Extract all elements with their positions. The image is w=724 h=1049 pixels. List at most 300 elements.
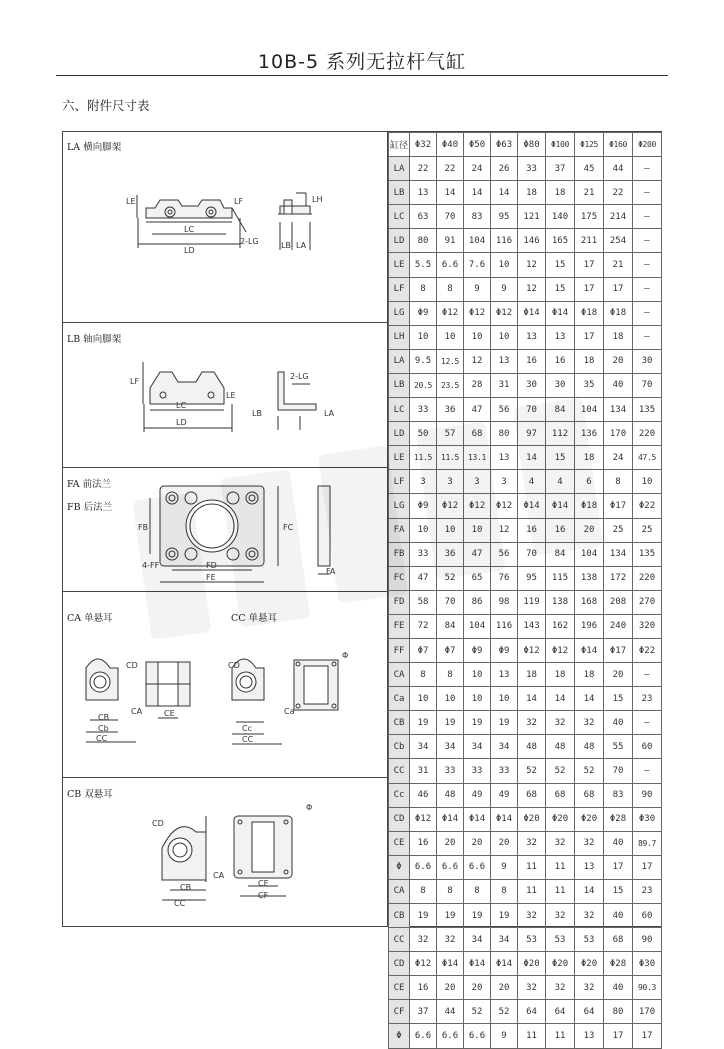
table-cell: 13 [491, 349, 518, 373]
row-code-cell: Cb [389, 735, 410, 759]
table-cell: 10 [633, 470, 662, 494]
table-cell: 19 [437, 711, 464, 735]
row-code-cell: LC [389, 205, 410, 229]
table-cell: — [633, 157, 662, 181]
dim-label: LF [130, 377, 140, 386]
dim-label: CC [96, 734, 108, 743]
table-cell: 18 [518, 181, 546, 205]
fa-drawings [150, 486, 330, 582]
table-cell: 20 [464, 831, 491, 855]
dim-label: CD [228, 661, 240, 670]
row-code-cell: Φ [389, 1024, 410, 1048]
table-cell: 90 [633, 928, 662, 952]
row-code-cell: CD [389, 952, 410, 976]
table-cell: Φ30 [633, 952, 662, 976]
table-cell: 60 [633, 735, 662, 759]
table-cell: 13.1 [464, 446, 491, 470]
table-cell: 15 [604, 879, 633, 903]
table-row [389, 566, 662, 590]
row-code-cell: Cc [389, 783, 410, 807]
header-bore-label: 缸径 [389, 133, 410, 157]
dim-label: LE [226, 391, 236, 400]
table-cell: Φ14 [518, 494, 546, 518]
table-row [389, 976, 662, 1000]
table-cell: 84 [546, 542, 575, 566]
table-row [389, 638, 662, 662]
table-cell: 34 [491, 928, 518, 952]
row-code-cell: Φ [389, 855, 410, 879]
table-cell: 3 [410, 470, 437, 494]
table-cell: 9.5 [410, 349, 437, 373]
table-cell: 84 [437, 614, 464, 638]
ca-drawings [86, 659, 338, 744]
table-cell: 121 [518, 205, 546, 229]
table-cell: Φ22 [633, 638, 662, 662]
table-cell: 36 [437, 398, 464, 422]
table-cell: 34 [437, 735, 464, 759]
panel-fa-label: FA 前法兰 [67, 479, 112, 490]
table-cell: 15 [604, 687, 633, 711]
table-cell: Φ18 [575, 494, 604, 518]
table-cell: 21 [575, 181, 604, 205]
table-cell: 14 [575, 687, 604, 711]
table-cell: 19 [437, 904, 464, 928]
row-code-cell: CB [389, 711, 410, 735]
table-cell: 84 [546, 398, 575, 422]
table-cell: 44 [604, 157, 633, 181]
table-cell: Φ9 [491, 638, 518, 662]
row-code-cell: LE [389, 446, 410, 470]
table-cell: 18 [575, 663, 604, 687]
table-cell: 56 [491, 398, 518, 422]
table-cell: 86 [464, 590, 491, 614]
table-cell: 31 [491, 373, 518, 397]
dim-label: 2-LG [290, 372, 309, 381]
table-row [389, 301, 662, 325]
table-cell: 56 [491, 542, 518, 566]
table-cell: 30 [518, 373, 546, 397]
dim-label: Φ [342, 651, 349, 660]
table-cell: 18 [546, 663, 575, 687]
table-cell: 135 [633, 398, 662, 422]
table-cell: Φ20 [546, 807, 575, 831]
table-cell: Φ12 [546, 638, 575, 662]
table-cell: 134 [604, 398, 633, 422]
table-cell: 10 [491, 253, 518, 277]
table-cell: 11 [546, 855, 575, 879]
table-cell: 18 [546, 181, 575, 205]
row-code-cell: FC [389, 566, 410, 590]
table-row [389, 253, 662, 277]
table-cell: 254 [604, 229, 633, 253]
table-cell: 32 [575, 831, 604, 855]
table-cell: 33 [437, 759, 464, 783]
header-bore-size: Φ125 [575, 133, 604, 157]
table-cell: 104 [575, 398, 604, 422]
table-cell: 320 [633, 614, 662, 638]
table-cell: 17 [604, 277, 633, 301]
table-cell: 30 [633, 349, 662, 373]
dim-label: CC [174, 899, 186, 908]
panel-cc-label: CC 单悬耳 [231, 613, 278, 624]
row-code-cell: CF [389, 1000, 410, 1024]
table-row [389, 398, 662, 422]
table-cell: 17 [633, 855, 662, 879]
table-cell: 33 [410, 542, 437, 566]
table-cell: 8 [410, 879, 437, 903]
table-cell: 10 [410, 687, 437, 711]
table-cell: 19 [410, 711, 437, 735]
table-cell: 21 [604, 253, 633, 277]
table-cell: 13 [410, 181, 437, 205]
page-title: 10B-5 系列无拉杆气缸 [257, 51, 467, 73]
table-cell: 23 [633, 687, 662, 711]
table-cell: 18 [575, 349, 604, 373]
table-cell: 33 [410, 398, 437, 422]
dim-label: FB [138, 523, 149, 532]
table-cell: 32 [546, 831, 575, 855]
table-cell: Φ30 [633, 807, 662, 831]
table-cell: 12 [491, 518, 518, 542]
table-cell: 80 [410, 229, 437, 253]
dim-label: CF [258, 891, 269, 900]
table-cell: 49 [491, 783, 518, 807]
table-cell: 14 [437, 181, 464, 205]
table-row [389, 494, 662, 518]
row-code-cell: Ca [389, 687, 410, 711]
table-cell: Φ12 [464, 494, 491, 518]
table-cell: 32 [575, 711, 604, 735]
row-code-cell: LH [389, 325, 410, 349]
table-cell: Φ14 [491, 952, 518, 976]
table-cell: 47 [464, 398, 491, 422]
table-cell: 172 [604, 566, 633, 590]
panel-lb-label: LB 轴向脚架 [67, 334, 122, 345]
table-cell: 32 [518, 904, 546, 928]
row-code-cell: LG [389, 301, 410, 325]
table-cell: 17 [633, 1024, 662, 1048]
table-cell: Φ9 [410, 301, 437, 325]
table-cell: 33 [518, 157, 546, 181]
table-cell: Φ12 [491, 301, 518, 325]
table-cell: Φ14 [437, 807, 464, 831]
row-code-cell: CE [389, 976, 410, 1000]
table-row [389, 157, 662, 181]
table-row [389, 687, 662, 711]
table-cell: 146 [518, 229, 546, 253]
table-cell: Φ20 [546, 952, 575, 976]
dim-label: LD [184, 246, 195, 255]
table-cell: 14 [518, 446, 546, 470]
table-cell: 23 [633, 879, 662, 903]
table-cell: 17 [575, 253, 604, 277]
table-cell: 19 [491, 711, 518, 735]
table-cell: 6.6 [437, 253, 464, 277]
table-cell: 83 [604, 783, 633, 807]
row-code-cell: FF [389, 638, 410, 662]
header-bore-size: Φ63 [491, 133, 518, 157]
table-row [389, 711, 662, 735]
table-cell: — [633, 663, 662, 687]
table-row [389, 229, 662, 253]
table-cell: 10 [437, 518, 464, 542]
table-cell: 8 [491, 879, 518, 903]
table-cell: 10 [464, 325, 491, 349]
row-code-cell: CE [389, 831, 410, 855]
dim-label: CE [258, 879, 269, 888]
table-cell: Φ28 [604, 807, 633, 831]
table-cell: 40 [604, 711, 633, 735]
table-cell: 12 [464, 349, 491, 373]
table-cell: 3 [437, 470, 464, 494]
table-cell: 3 [491, 470, 518, 494]
table-cell: 208 [604, 590, 633, 614]
table-cell: 11 [518, 855, 546, 879]
table-header-row [389, 133, 662, 157]
table-cell: 97 [518, 422, 546, 446]
dim-label: LD [176, 418, 187, 427]
table-cell: 214 [604, 205, 633, 229]
row-code-cell: FD [389, 590, 410, 614]
table-cell: 68 [518, 783, 546, 807]
table-cell: 50 [410, 422, 437, 446]
table-cell: Φ12 [410, 952, 437, 976]
table-cell: 58 [410, 590, 437, 614]
table-cell: 33 [491, 759, 518, 783]
dim-label: LC [184, 225, 195, 234]
dim-label: LE [126, 197, 136, 206]
table-cell: 20 [491, 831, 518, 855]
row-code-cell: LE [389, 253, 410, 277]
dim-label: CA [131, 707, 143, 716]
table-row [389, 855, 662, 879]
table-cell: — [633, 181, 662, 205]
table-cell: Φ12 [491, 494, 518, 518]
table-cell: 16 [410, 976, 437, 1000]
table-cell: — [633, 253, 662, 277]
row-code-cell: FA [389, 518, 410, 542]
table-cell: 10 [437, 325, 464, 349]
table-cell: 138 [575, 566, 604, 590]
table-cell: 95 [518, 566, 546, 590]
table-cell: 14 [464, 181, 491, 205]
table-cell: 13 [491, 446, 518, 470]
table-cell: 16 [546, 518, 575, 542]
table-cell: 53 [546, 928, 575, 952]
table-cell: 70 [633, 373, 662, 397]
table-cell: Φ14 [464, 807, 491, 831]
table-cell: 68 [575, 783, 604, 807]
table-cell: 20 [464, 976, 491, 1000]
dim-label: LF [234, 197, 244, 206]
table-cell: Φ14 [575, 638, 604, 662]
table-cell: 40 [604, 976, 633, 1000]
table-cell: 31 [410, 759, 437, 783]
table-cell: 83 [464, 205, 491, 229]
table-cell: 8 [410, 277, 437, 301]
table-cell: 70 [604, 759, 633, 783]
table-row [389, 1024, 662, 1048]
table-cell: 6 [575, 470, 604, 494]
table-cell: 24 [604, 446, 633, 470]
table-cell: 34 [464, 928, 491, 952]
table-row [389, 735, 662, 759]
table-cell: 32 [518, 831, 546, 855]
table-cell: 16 [518, 349, 546, 373]
table-row [389, 831, 662, 855]
table-cell: — [633, 325, 662, 349]
header-bore-size: Φ80 [518, 133, 546, 157]
header-bore-size: Φ32 [410, 133, 437, 157]
table-cell: 34 [410, 735, 437, 759]
row-code-cell: CA [389, 663, 410, 687]
table-cell: 36 [437, 542, 464, 566]
table-cell: 68 [546, 783, 575, 807]
table-cell: 17 [604, 855, 633, 879]
dim-label: Φ [306, 803, 313, 812]
table-cell: 91 [437, 229, 464, 253]
dim-label: CB [98, 713, 110, 722]
table-cell: 35 [575, 373, 604, 397]
table-cell: 14 [518, 687, 546, 711]
table-cell: 64 [518, 1000, 546, 1024]
table-cell: 34 [491, 735, 518, 759]
table-cell: Φ17 [604, 494, 633, 518]
table-cell: 10 [464, 518, 491, 542]
table-row [389, 325, 662, 349]
row-code-cell: LF [389, 277, 410, 301]
table-cell: 24 [464, 157, 491, 181]
table-cell: 9 [464, 277, 491, 301]
table-cell: 16 [518, 518, 546, 542]
table-cell: 19 [464, 711, 491, 735]
table-cell: 11 [518, 879, 546, 903]
table-cell: 165 [546, 229, 575, 253]
table-cell: 68 [464, 422, 491, 446]
dim-label: LB [252, 409, 262, 418]
table-cell: 55 [604, 735, 633, 759]
panel-fb-label: FB 后法兰 [67, 502, 113, 513]
table-cell: 7.6 [464, 253, 491, 277]
row-code-cell: FB [389, 542, 410, 566]
table-cell: 32 [575, 904, 604, 928]
table-cell: 14 [546, 687, 575, 711]
table-cell: 13 [491, 663, 518, 687]
table-cell: 112 [546, 422, 575, 446]
table-cell: 211 [575, 229, 604, 253]
table-cell: 47.5 [633, 446, 662, 470]
table-cell: 17 [575, 325, 604, 349]
table-cell: Φ12 [464, 301, 491, 325]
table-cell: 119 [518, 590, 546, 614]
table-cell: 76 [491, 566, 518, 590]
table-cell: 143 [518, 614, 546, 638]
table-cell: 6.6 [410, 855, 437, 879]
table-cell: Φ9 [464, 638, 491, 662]
dim-label: CD [152, 819, 164, 828]
table-row [389, 879, 662, 903]
table-row [389, 446, 662, 470]
table-cell: 5.5 [410, 253, 437, 277]
table-cell: Φ7 [410, 638, 437, 662]
table-cell: 240 [604, 614, 633, 638]
table-cell: 64 [575, 1000, 604, 1024]
table-cell: 104 [575, 542, 604, 566]
dim-label: FD [206, 561, 217, 570]
header-bore-size: Φ50 [464, 133, 491, 157]
table-cell: 49 [464, 783, 491, 807]
table-cell: 10 [437, 687, 464, 711]
table-cell: 32 [410, 928, 437, 952]
table-cell: 45 [575, 157, 604, 181]
table-cell: 135 [633, 542, 662, 566]
table-cell: 22 [410, 157, 437, 181]
table-cell: 53 [518, 928, 546, 952]
table-cell: 10 [491, 325, 518, 349]
table-cell: 20 [575, 518, 604, 542]
table-cell: 68 [604, 928, 633, 952]
table-cell: 8 [410, 663, 437, 687]
table-cell: 12.5 [437, 349, 464, 373]
table-cell: 22 [437, 157, 464, 181]
table-row [389, 1000, 662, 1024]
dim-label: LB [281, 241, 291, 250]
table-cell: 52 [518, 759, 546, 783]
table-cell: 6.6 [464, 1024, 491, 1048]
table-row [389, 928, 662, 952]
header-bore-size: Φ200 [633, 133, 662, 157]
table-cell: 90.3 [633, 976, 662, 1000]
table-cell: 10 [410, 518, 437, 542]
row-code-cell: LC [389, 398, 410, 422]
dim-label: FA [326, 567, 336, 576]
table-row [389, 373, 662, 397]
dim-label: CC [242, 735, 254, 744]
table-cell: 32 [437, 928, 464, 952]
table-cell: 10 [410, 325, 437, 349]
table-row [389, 470, 662, 494]
dim-label: CE [164, 709, 175, 718]
table-cell: 57 [437, 422, 464, 446]
table-cell: 11.5 [437, 446, 464, 470]
table-cell: 70 [518, 542, 546, 566]
table-cell: 72 [410, 614, 437, 638]
table-cell: 52 [491, 1000, 518, 1024]
table-cell: Φ14 [464, 952, 491, 976]
table-cell: 30 [546, 373, 575, 397]
table-cell: 11.5 [410, 446, 437, 470]
dim-label: FE [206, 573, 216, 582]
row-code-cell: CC [389, 928, 410, 952]
table-cell: 115 [546, 566, 575, 590]
panel-cb-label: CB 双悬耳 [67, 789, 113, 800]
table-cell: 64 [546, 1000, 575, 1024]
table-cell: 8 [437, 277, 464, 301]
table-cell: 32 [575, 976, 604, 1000]
table-cell: 65 [464, 566, 491, 590]
table-cell: 20.5 [410, 373, 437, 397]
dim-label: CA [213, 871, 225, 880]
header-bore-size: Φ100 [546, 133, 575, 157]
table-cell: 9 [491, 277, 518, 301]
row-code-cell: FE [389, 614, 410, 638]
table-cell: Φ14 [491, 807, 518, 831]
table-cell: 8 [464, 879, 491, 903]
table-cell: — [633, 711, 662, 735]
table-cell: Φ14 [546, 494, 575, 518]
table-cell: 13 [518, 325, 546, 349]
table-cell: 70 [437, 590, 464, 614]
